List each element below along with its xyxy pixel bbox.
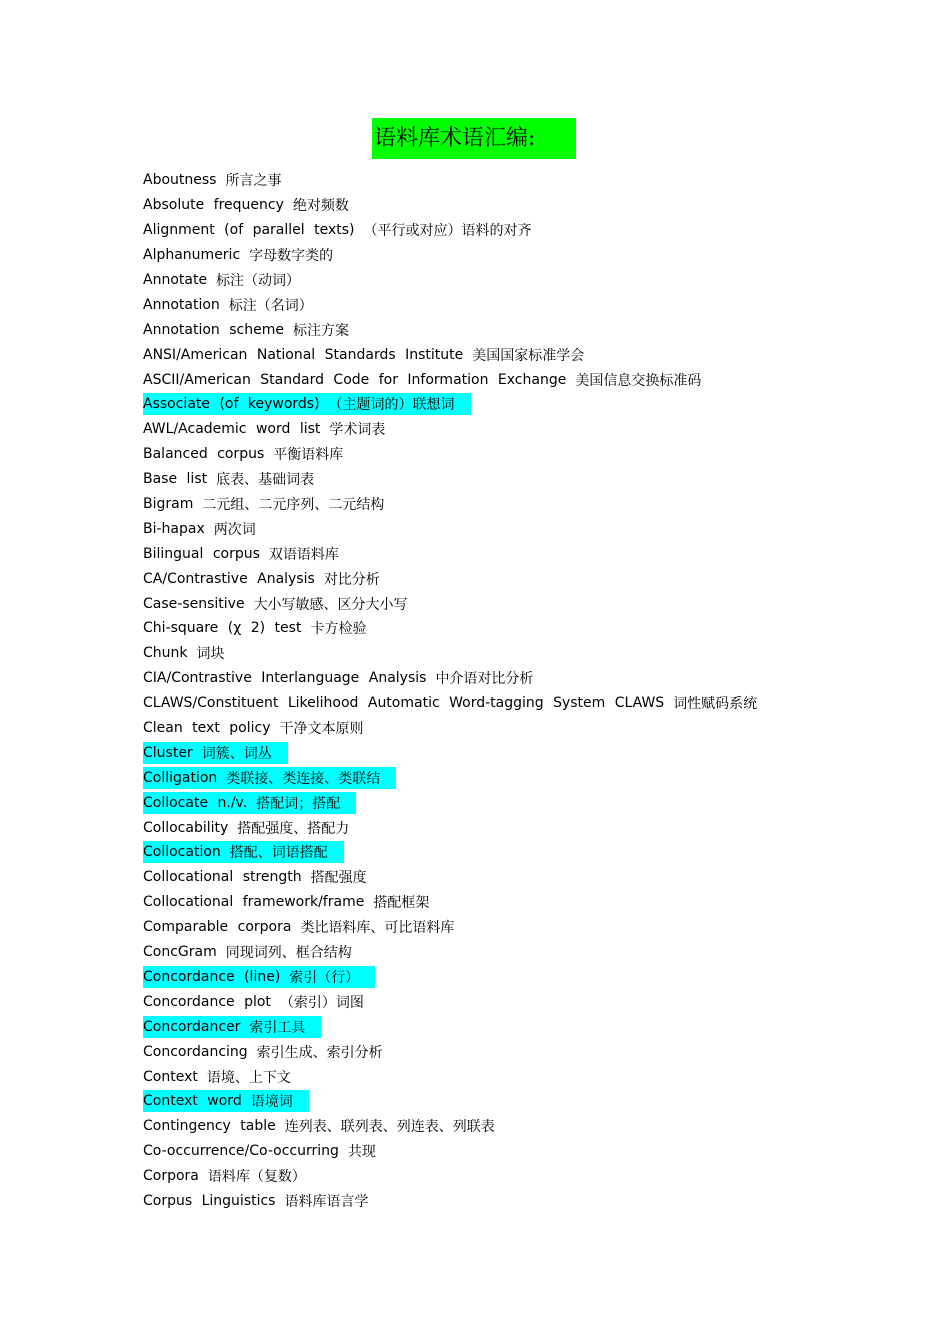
term-chinese: 索引（行） [289,969,360,986]
term-english: Chunk [143,645,188,662]
term [143,344,600,366]
term-english: Balanced corpus [143,446,265,463]
term-english: Annotation [143,296,220,313]
term [143,369,717,391]
term [143,244,349,266]
term-english: Concordancing [143,1043,248,1060]
term-chinese: 字母数字类的 [249,248,334,265]
term-chinese: 类比语料库、可比语料库 [300,920,455,937]
term [143,518,272,540]
highlighted-term [143,393,471,415]
term-english: Chi-square (χ 2) test [143,620,302,637]
term-english: ANSI/American National Standards Institute [143,346,464,363]
term [143,1140,392,1162]
term-chinese: 标注方案 [292,322,349,339]
highlighted-term [143,966,375,988]
glossary-entry [143,516,923,541]
glossary-entry [143,1164,923,1189]
term-chinese: 大小写敏感、区分大小写 [253,596,408,613]
term-chinese: 索引生成、索引分析 [256,1044,383,1061]
glossary-entry [143,1139,923,1164]
term-english: Bi-hapax [143,520,205,537]
glossary-entry [143,467,923,492]
term-chinese: 美国国家标准学会 [472,347,585,364]
term-english: Contingency table [143,1118,276,1135]
term [143,593,424,615]
term-english: Bilingual corpus [143,545,260,562]
term-chinese: 词性赋码系统 [673,696,758,713]
term [143,443,359,465]
term-chinese: 语境词 [250,1094,293,1111]
glossary-entry [143,815,923,840]
glossary-entry [143,940,923,965]
glossary-entry [143,1089,923,1114]
term-chinese: 平衡语料库 [273,447,344,464]
term-english: AWL/Academic word list [143,421,321,438]
glossary-entry [143,915,923,940]
glossary-entry [143,442,923,467]
term [143,1041,399,1063]
glossary-entry [143,168,923,193]
glossary-list [143,168,923,1213]
term-chinese: 所言之事 [225,173,282,190]
term [143,891,445,913]
term-chinese: 词簇、词丛 [201,745,272,762]
term [143,667,549,689]
term [143,418,401,440]
glossary-entry [143,243,923,268]
term [143,219,548,241]
glossary-entry [143,616,923,641]
glossary-entry [143,1114,923,1139]
term-english: Cluster [143,744,193,761]
term-chinese: 索引工具 [249,1019,306,1036]
term-chinese: 对比分析 [323,571,380,588]
glossary-entry [143,765,923,790]
glossary-entry [143,865,923,890]
term-chinese: 学术词表 [329,422,386,439]
term-chinese: 搭配、词语搭配 [229,845,328,862]
term-english: Collocate n./v. [143,794,248,811]
glossary-entry [143,1014,923,1039]
term [143,941,368,963]
term-english: Concordancer [143,1018,241,1035]
term-chinese: 标注（名词） [228,297,313,314]
term-chinese: （平行或对应）语料的对齐 [363,223,532,240]
term-english: CLAWS/Constituent Likelihood Automatic Word-tagging System CLAWS [143,695,665,712]
term-english: Collocation [143,844,221,861]
term [143,1066,307,1088]
highlighted-term [143,767,396,789]
term [143,1165,322,1187]
glossary-entry [143,641,923,666]
glossary-entry [143,1189,923,1214]
term [143,568,396,590]
glossary-entry [143,367,923,392]
term-chinese: 语料库语言学 [284,1193,369,1210]
term-chinese: 二元组、二元序列、二元结构 [202,497,385,514]
term-chinese: 连列表、联列表、列连表、列联表 [284,1119,495,1136]
glossary-entry [143,965,923,990]
glossary-entry [143,790,923,815]
term-english: Context word [143,1093,242,1110]
term-chinese: 美国信息交换标准码 [575,372,702,389]
glossary-entry [143,541,923,566]
term-chinese: 干净文本原则 [279,721,364,738]
term [143,991,380,1013]
glossary-entry [143,740,923,765]
term-english: Corpora [143,1168,199,1185]
term-english: Collocational framework/frame [143,894,365,911]
term-chinese: （索引）词图 [279,994,364,1011]
term [143,817,365,839]
term [143,642,241,664]
glossary-entry [143,591,923,616]
term-chinese: 两次词 [213,521,256,538]
term-english: Alignment (of parallel texts) [143,222,355,239]
highlighted-term [143,792,356,814]
term-chinese: 绝对频数 [292,198,349,215]
term-english: Collocational strength [143,869,302,886]
glossary-entry [143,716,923,741]
term-english: Concordance (line) [143,968,281,985]
term-chinese: 卡方检验 [310,621,367,638]
glossary-entry [143,666,923,691]
term [143,169,297,191]
glossary-entry [143,342,923,367]
term-english: Corpus Linguistics [143,1192,276,1209]
glossary-entry [143,292,923,317]
glossary-entry [143,317,923,342]
term-chinese: 搭配强度 [310,870,367,887]
term-english: ASCII/American Standard Code for Information Exchange [143,371,567,388]
term [143,543,355,565]
term-english: Bigram [143,496,194,513]
term-english: Alphanumeric [143,247,241,264]
term-chinese: 标注（动词） [216,273,301,289]
term [143,493,400,515]
glossary-entry [143,417,923,442]
term-english: Aboutness [143,172,217,189]
term-chinese: 语料库（复数） [207,1169,306,1186]
term-chinese: 搭配框架 [373,895,430,912]
term-english: CIA/Contrastive Interlanguage Analysis [143,670,427,687]
term-english: Context [143,1068,198,1085]
glossary-entry [143,392,923,417]
highlighted-term [143,742,288,764]
highlighted-term [143,1090,309,1112]
term-chinese: 语境、上下文 [206,1069,291,1086]
glossary-entry [143,989,923,1014]
term [143,294,329,316]
term [143,269,316,291]
term-english: Comparable corpora [143,919,292,936]
glossary-entry [143,193,923,218]
term [143,717,379,739]
glossary-entry [143,890,923,915]
glossary-entry [143,566,923,591]
glossary-entry [143,492,923,517]
term-english: Associate (of keywords) [143,396,320,413]
term-chinese: 中介语对比分析 [435,671,534,688]
term-english: Concordance plot [143,993,271,1010]
term-english: Co-occurrence/Co-occurring [143,1143,339,1160]
term-chinese: 底表、基础词表 [216,472,315,489]
term-chinese: 双语语料库 [268,546,339,563]
term [143,194,365,216]
term [143,866,383,888]
term-english: Case-sensitive [143,595,245,612]
term [143,916,470,938]
term [143,468,330,490]
term-chinese: （主题词的）联想词 [328,397,455,414]
term-chinese: 类联接、类连接、类联结 [226,770,381,787]
term [143,319,365,341]
glossary-entry [143,268,923,293]
term-english: Clean text policy [143,720,271,737]
term [143,692,773,714]
term-english: Base list [143,471,208,488]
highlighted-term [143,841,344,863]
highlighted-term [143,1016,321,1038]
term-english: ConcGram [143,944,217,961]
term-english: Absolute frequency [143,197,284,214]
term [143,1190,384,1212]
term [143,1115,511,1137]
document-title: 语料库术语汇编: [372,118,576,159]
term-chinese: 共现 [347,1144,376,1161]
term-chinese: 搭配词；搭配 [256,795,341,812]
term-english: Annotation scheme [143,321,284,338]
glossary-entry [143,1039,923,1064]
glossary-entry [143,840,923,865]
glossary-entry [143,218,923,243]
glossary-entry [143,691,923,716]
term-english: Annotate [143,272,208,288]
term [143,617,382,639]
term-english: Colligation [143,769,218,786]
term-chinese: 词块 [196,646,225,663]
glossary-entry [143,1064,923,1089]
term-chinese: 搭配强度、搭配力 [237,820,350,837]
term-english: CA/Contrastive Analysis [143,570,315,587]
term-chinese: 同现词列、框合结构 [225,945,352,962]
term-english: Collocability [143,819,229,836]
